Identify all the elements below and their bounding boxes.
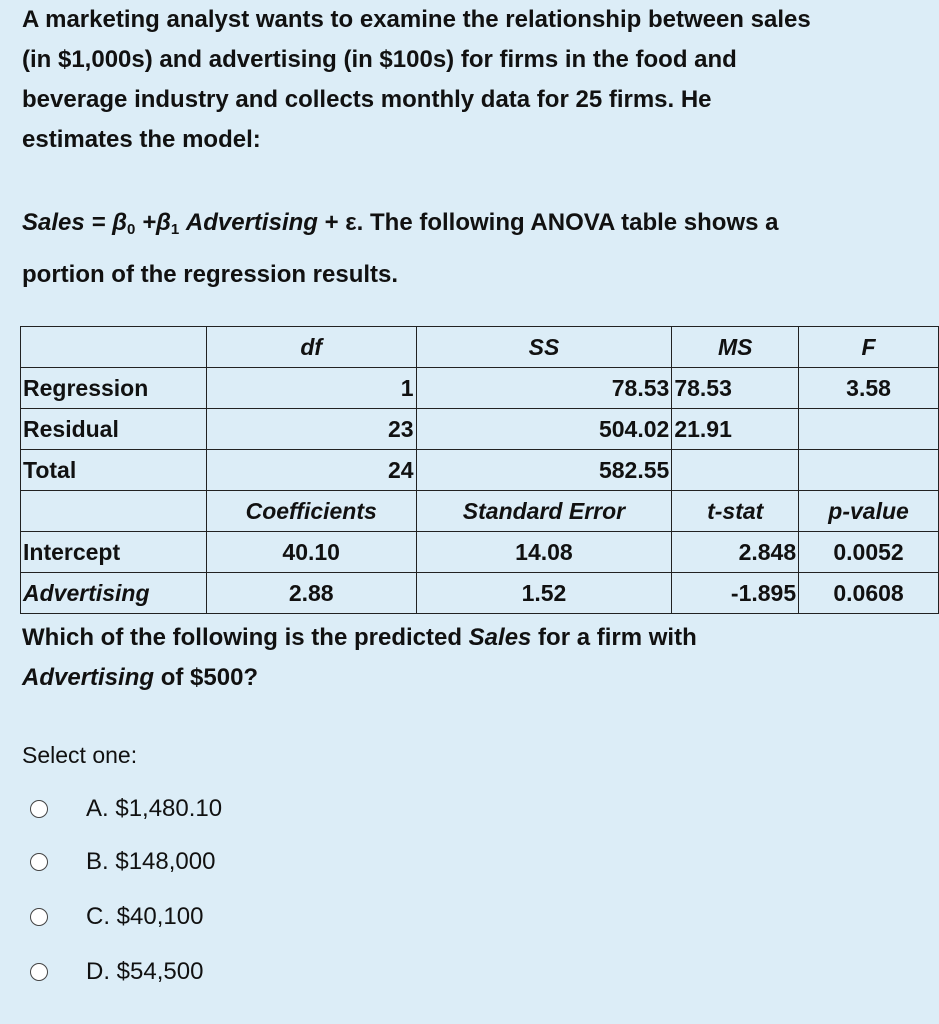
header-df: df bbox=[206, 327, 416, 368]
header-coefficients: Coefficients bbox=[206, 491, 416, 532]
header-t-stat: t-stat bbox=[672, 491, 799, 532]
question-line: A marketing analyst wants to examine the relationship between sales bbox=[22, 6, 811, 33]
df-cell: 23 bbox=[206, 409, 416, 450]
header-cell bbox=[21, 491, 207, 532]
f-cell bbox=[799, 450, 939, 491]
ss-cell: 504.02 bbox=[416, 409, 672, 450]
model-eq: = β bbox=[84, 209, 127, 236]
option-a[interactable] bbox=[30, 795, 222, 823]
question-text bbox=[22, 0, 922, 160]
model-advertising: Advertising bbox=[179, 209, 318, 236]
anova-table bbox=[20, 326, 939, 614]
model-sub0: 0 bbox=[126, 221, 136, 238]
question-line: estimates the model: bbox=[22, 126, 261, 153]
f-cell bbox=[799, 409, 939, 450]
row-label: Advertising bbox=[21, 573, 207, 614]
ss-cell: 78.53 bbox=[416, 368, 672, 409]
table-row bbox=[21, 532, 939, 573]
table-row bbox=[21, 368, 939, 409]
ms-cell: 21.91 bbox=[672, 409, 799, 450]
model-rest: + ε. The following ANOVA table shows a bbox=[317, 209, 779, 236]
row-label: Intercept bbox=[21, 532, 207, 573]
option-label: B. $148,000 bbox=[86, 848, 216, 875]
model-sales: Sales bbox=[22, 209, 85, 236]
q2-advertising: Advertising bbox=[22, 664, 155, 691]
regression-model bbox=[22, 200, 922, 297]
header-cell bbox=[21, 327, 207, 368]
table-row bbox=[21, 409, 939, 450]
option-b[interactable] bbox=[30, 848, 215, 876]
option-d[interactable] bbox=[30, 958, 203, 986]
option-label: A. $1,480.10 bbox=[86, 795, 223, 822]
header-f: F bbox=[799, 327, 939, 368]
se-cell: 14.08 bbox=[416, 532, 672, 573]
question-line: (in $1,000s) and advertising (in $100s) for firms in the food and bbox=[22, 46, 737, 73]
model-line-1 bbox=[22, 200, 922, 252]
radio-icon[interactable] bbox=[30, 908, 48, 926]
row-label: Regression bbox=[21, 368, 207, 409]
radio-icon[interactable] bbox=[30, 963, 48, 981]
q2-part1: Which of the following is the predicted bbox=[22, 624, 469, 651]
q2-part2: for a firm with bbox=[531, 624, 697, 651]
coef-header-row bbox=[21, 491, 939, 532]
option-label: C. $40,100 bbox=[86, 903, 204, 930]
p-cell: 0.0608 bbox=[799, 573, 939, 614]
model-sub1: 1 bbox=[170, 221, 180, 238]
coef-cell: 40.10 bbox=[206, 532, 416, 573]
question-line: beverage industry and collects monthly data for 25 firms. He bbox=[22, 86, 712, 113]
ms-cell: 78.53 bbox=[672, 368, 799, 409]
header-ms: MS bbox=[672, 327, 799, 368]
prediction-question bbox=[22, 618, 922, 698]
radio-icon[interactable] bbox=[30, 853, 48, 871]
header-p-value: p-value bbox=[799, 491, 939, 532]
select-one-label: Select one: bbox=[22, 742, 138, 768]
coef-cell: 2.88 bbox=[206, 573, 416, 614]
row-label: Total bbox=[21, 450, 207, 491]
table-row bbox=[21, 450, 939, 491]
option-label: D. $54,500 bbox=[86, 958, 204, 985]
table-row bbox=[21, 573, 939, 614]
q2-part3: of $500? bbox=[154, 664, 259, 691]
anova-header-row bbox=[21, 327, 939, 368]
df-cell: 1 bbox=[206, 368, 416, 409]
header-ss: SS bbox=[416, 327, 672, 368]
ss-cell: 582.55 bbox=[416, 450, 672, 491]
ms-cell bbox=[672, 450, 799, 491]
row-label: Residual bbox=[21, 409, 207, 450]
model-line-2: portion of the regression results. bbox=[22, 261, 399, 288]
header-standard-error: Standard Error bbox=[416, 491, 672, 532]
model-plus: +β bbox=[135, 209, 171, 236]
option-c[interactable] bbox=[30, 903, 203, 931]
t-cell: 2.848 bbox=[672, 532, 799, 573]
p-cell: 0.0052 bbox=[799, 532, 939, 573]
radio-icon[interactable] bbox=[30, 800, 48, 818]
t-cell: -1.895 bbox=[672, 573, 799, 614]
f-cell: 3.58 bbox=[799, 368, 939, 409]
df-cell: 24 bbox=[206, 450, 416, 491]
se-cell: 1.52 bbox=[416, 573, 672, 614]
q2-sales: Sales bbox=[468, 624, 532, 651]
